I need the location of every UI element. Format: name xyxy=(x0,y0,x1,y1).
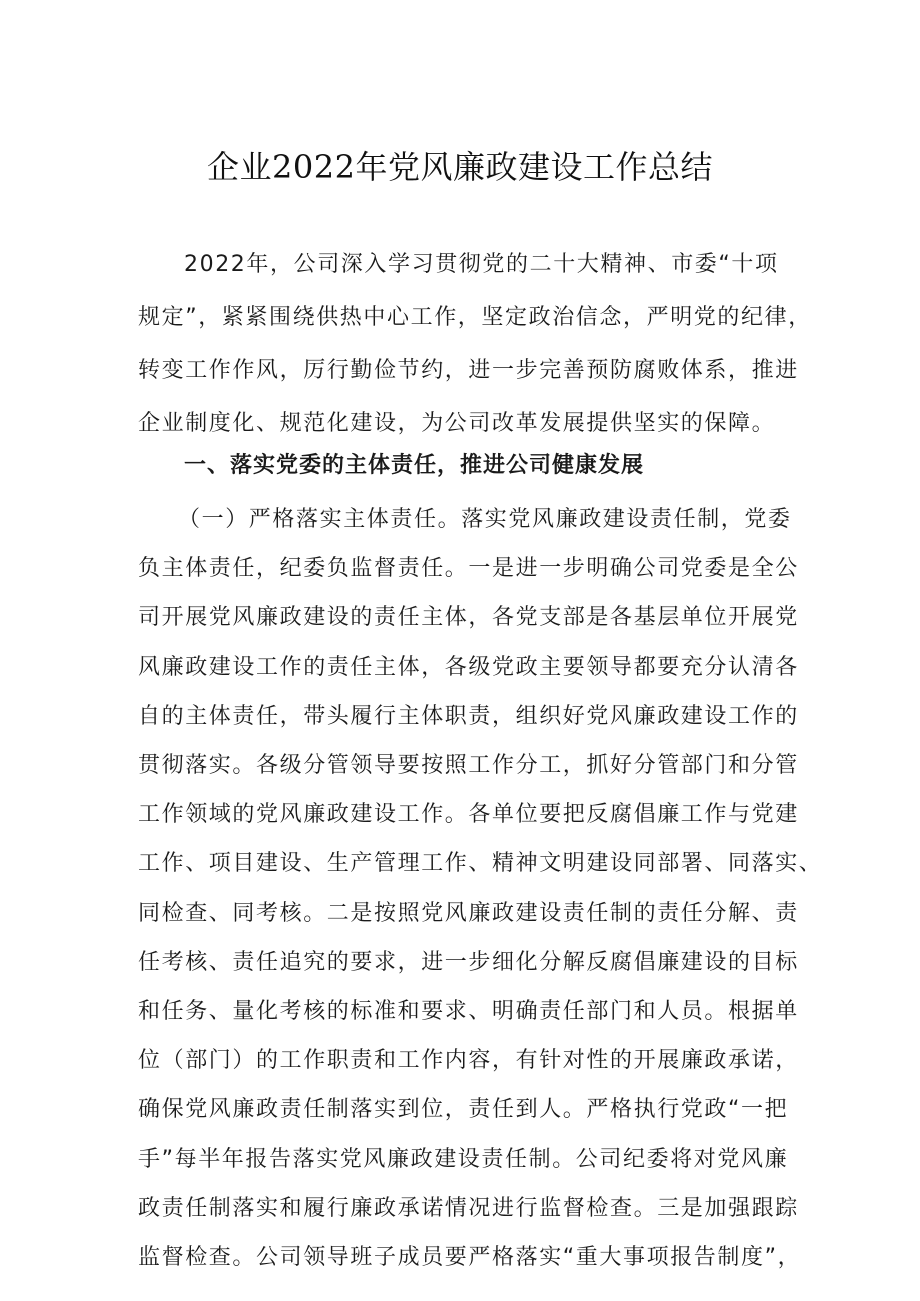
intro-line: 规定”，紧紧围绕供热中心工作，坚定政治信念，严明党的纪律， xyxy=(138,305,812,330)
body-line: 任考核、责任追究的要求，进一步细化分解反腐倡廉建设的目标 xyxy=(138,950,799,975)
document-title: 企业2022年党风廉政建设工作总结 xyxy=(207,148,713,186)
body-line: 监督检查。公司领导班子成员要严格落实“重大事项报告制度”， xyxy=(138,1245,802,1270)
body-line: 确保党风廉政责任制落实到位，责任到人。严格执行党政“一把 xyxy=(138,1097,789,1122)
body-line: （一）严格落实主体责任。落实党风廉政建设责任制，党委 xyxy=(178,507,792,532)
body-line: 自的主体责任，带头履行主体职责，组织好党风廉政建设工作的 xyxy=(138,704,799,729)
body-line: 政责任制落实和履行廉政承诺情况进行监督检查。三是加强跟踪 xyxy=(138,1196,799,1221)
body-line: 工作、项目建设、生产管理工作、精神文明建设同部署、同落实、 xyxy=(138,851,823,876)
body-line: 贯彻落实。各级分管领导要按照工作分工，抓好分管部门和分管 xyxy=(138,753,799,778)
intro-line: 转变工作作风，厉行勤俭节约，进一步完善预防腐败体系，推进 xyxy=(138,358,799,383)
body-line: 位（部门）的工作职责和工作内容，有针对性的开展廉政承诺， xyxy=(138,1048,799,1073)
body-line: 和任务、量化考核的标准和要求、明确责任部门和人员。根据单 xyxy=(138,999,799,1024)
intro-line: 企业制度化、规范化建设，为公司改革发展提供坚实的保障。 xyxy=(138,411,776,436)
body-line: 风廉政建设工作的责任主体，各级党政主要领导都要充分认清各 xyxy=(138,655,799,680)
body-line: 工作领域的党风廉政建设工作。各单位要把反腐倡廉工作与党建 xyxy=(138,802,799,827)
body-line: 手”每半年报告落实党风廉政建设责任制。公司纪委将对党风廉 xyxy=(138,1147,789,1172)
body-line: 负主体责任，纪委负监督责任。一是进一步明确公司党委是全公 xyxy=(138,556,799,581)
section-heading: 一、落实党委的主体责任，推进公司健康发展 xyxy=(184,453,645,478)
body-line: 司开展党风廉政建设的责任主体，各党支部是各基层单位开展党 xyxy=(138,605,799,630)
body-line: 同检查、同考核。二是按照党风廉政建设责任制的责任分解、责 xyxy=(138,901,799,926)
intro-line: 2022年，公司深入学习贯彻党的二十大精神、市委“十项 xyxy=(184,252,779,277)
